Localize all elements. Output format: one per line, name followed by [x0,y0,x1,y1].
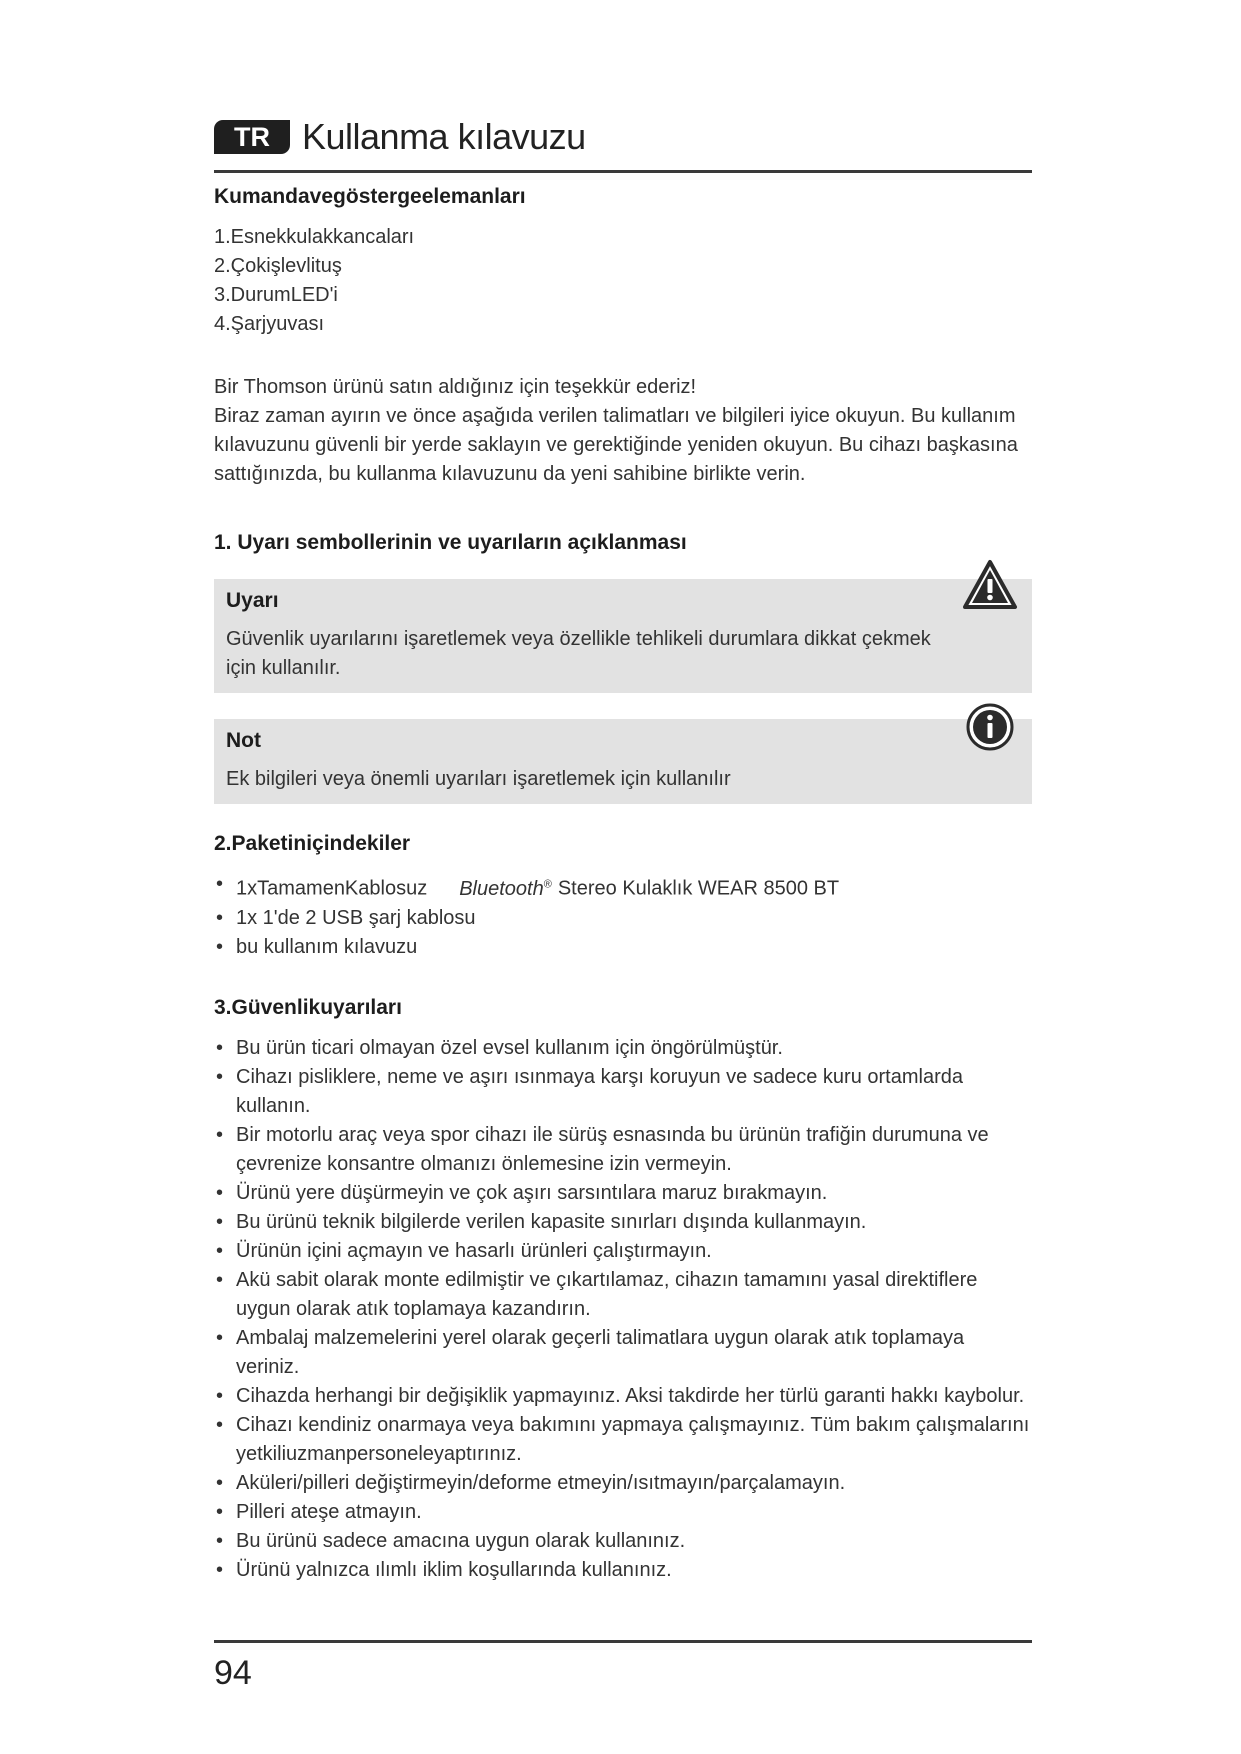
content [214,185,1032,1585]
controls-item: 3.DurumLED'i [214,284,338,306]
section2-heading: 2.Paketiniçindekiler [214,832,411,855]
bluetooth-word: Bluetooth [459,877,544,900]
package-list [214,870,1032,962]
language-badge: TR [214,120,290,154]
section3-heading: 3.Güvenlikuyarıları [214,995,402,1019]
list-item: • Bu ürünü teknik bilgilerde verilen kapasite sınırları dışında kullanmayın. [214,1208,1032,1237]
warning-triangle-icon [962,559,1018,611]
info-icon [966,703,1014,751]
section-package-contents [214,832,1032,962]
header-divider [214,170,1032,173]
page-header [214,112,1032,172]
footer-divider [214,1640,1032,1643]
controls-item: 4.Şarjyuvası [214,313,325,335]
list-item: • Bu ürünü sadece amacına uygun olarak kullanınız. [214,1527,1032,1556]
note-box [214,719,1032,804]
section1-heading: 1. Uyarı sembollerinin ve uyarıların açıklanması [214,531,687,554]
list-item: • Ürünün içini açmayın ve hasarlı ürünleri çalıştırmayın. [214,1237,1032,1266]
list-item: • Cihazı kendiniz onarmaya veya bakımını yapmaya çalışmayınız. Tüm bakım çalışmalarını yetkiliuzmanpersoneleyaptırınız. [214,1411,1032,1469]
controls-item: 2.Çokişlevlituş [214,255,342,277]
intro-text [214,373,1032,489]
list-item: • Ürünü yere düşürmeyin ve çok aşırı sarsıntılara maruz bırakmayın. [214,1179,1032,1208]
package-item-prefix: 1xTamamenKablosuz [236,877,428,900]
bluetooth-brand [459,878,552,900]
warning-title: Uyarı [226,589,279,612]
package-item-suffix: Stereo Kulaklık WEAR 8500 BT [557,877,840,900]
list-item: • Aküleri/pilleri değiştirmeyin/deforme etmeyin/ısıtmayın/parçalamayın. [214,1469,1032,1498]
list-item: • bu kullanım kılavuzu [214,933,1032,962]
safety-list [214,1034,1032,1585]
list-item: • Cihazda herhangi bir değişiklik yapmayınız. Aksi takdirde her türlü garanti hakkı kaybolur. [214,1382,1032,1411]
controls-heading: Kumandavegöstergeelemanları [214,185,526,208]
note-title: Not [226,729,261,752]
section-warning-symbols [214,531,1032,804]
list-item [214,870,1032,904]
intro-line-1: Bir Thomson ürünü satın aldığınız için teşekkür ederiz! [214,376,697,398]
list-item: • Bu ürün ticari olmayan özel evsel kullanım için öngörülmüştür. [214,1034,1032,1063]
section-safety [214,996,1032,1585]
list-item: • Bir motorlu araç veya spor cihazı ile sürüş esnasında bu ürünün trafiğin durumuna ve çevrenize konsantre olmanızı önlemesine izin vermeyin. [214,1121,1032,1179]
list-item: • 1x 1'de 2 USB şarj kablosu [214,904,1032,933]
page-title: Kullanma kılavuzu [302,116,586,157]
controls-item: 1.Esnekkulakkancaları [214,226,415,248]
registered-mark: ® [543,878,552,890]
list-item: • Ürünü yalnızca ılımlı iklim koşullarında kullanınız. [214,1556,1032,1585]
list-item: • Ambalaj malzemelerini yerel olarak geçerli talimatlara uygun olarak atık toplamaya veriniz. [214,1324,1032,1382]
warning-text: Güvenlik uyarılarını işaretlemek veya özellikle tehlikeli durumlara dikkat çekmek için kullanılır. [226,628,931,679]
list-item: • Cihazı pisliklere, neme ve aşırı ısınmaya karşı koruyun ve sadece kuru ortamlarda kullanın. [214,1063,1032,1121]
intro-line-2: Biraz zaman ayırın ve önce aşağıda verilen talimatları ve bilgileri iyice okuyun. Bu kullanım kılavuzunu güvenli bir yerde saklayın ve gerektiğinde yeniden okuyun. Bu cihazı başkasına sattığınızda, bu kullanma kılavuzunu da yeni sahibine birlikte verin. [214,405,1018,485]
note-text: Ek bilgileri veya önemli uyarıları işaretlemek için kullanılır [226,768,731,790]
page-number: 94 [214,1654,252,1692]
warning-box [214,579,1032,693]
controls-list [214,223,1032,339]
list-item: • Pilleri ateşe atmayın. [214,1498,1032,1527]
list-item: • Akü sabit olarak monte edilmiştir ve çıkartılamaz, cihazın tamamını yasal direktiflere uygun olarak atık toplamaya kazandırın. [214,1266,1032,1324]
